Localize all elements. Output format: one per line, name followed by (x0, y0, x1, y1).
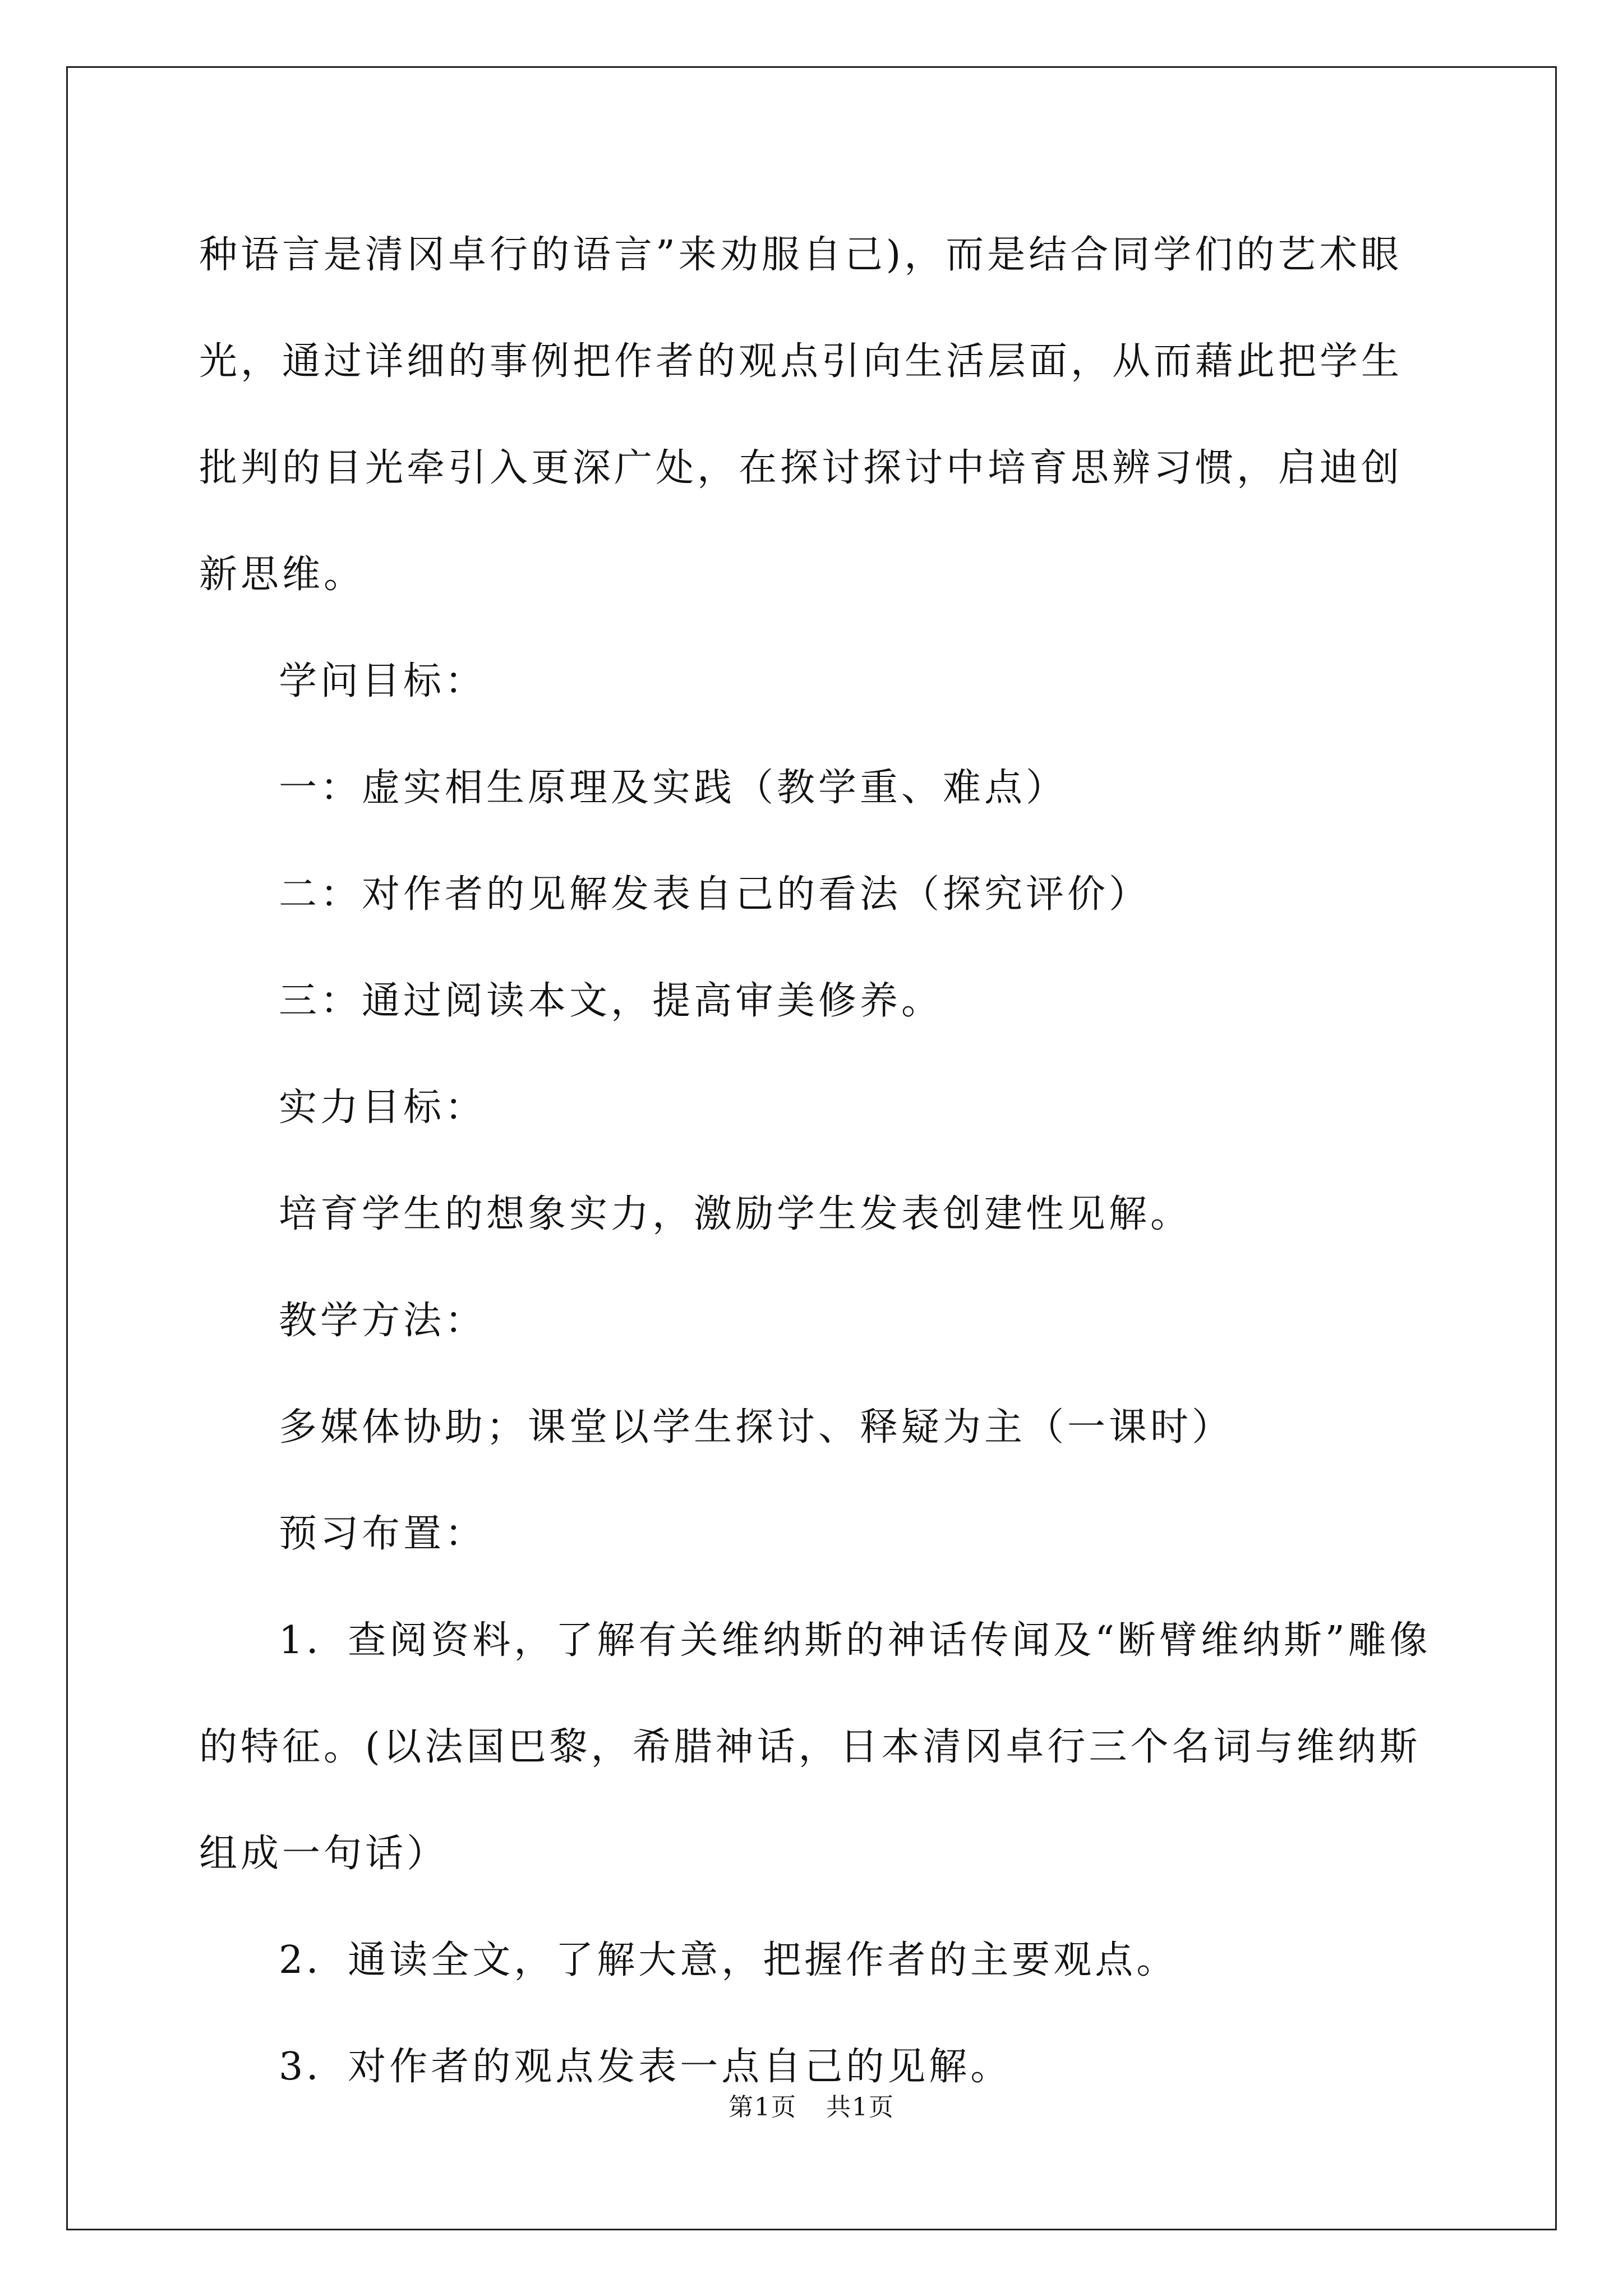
paragraph-11: 1．查阅资料，了解有关维纳斯的神话传闻及“断臂维纳斯”雕像的特征。(以法国巴黎，希腊神话，日本清冈卓行三个名词与维纳斯组成一句话） (199, 1618, 1431, 1876)
paragraph-13: 3．对作者的观点发表一点自己的见解。 (279, 2045, 1012, 2089)
paragraph-3: 一：虚实相生原理及实践（教学重、难点） (279, 766, 1068, 810)
paragraph-4: 二：对作者的见解发表自己的看法（探究评价） (279, 872, 1151, 917)
paragraph-1: 种语言是清冈卓行的语言”来劝服自己)，而是结合同学们的艺术眼光，通过详细的事例把作者的观点引向生活层面，从而藉此把学生批判的目光牵引入更深广处，在探讨探讨中培育思辨习惯，启迪创新思维。 (199, 233, 1403, 597)
page-total: 共1页 (826, 2093, 895, 2122)
paragraph-12: 2．通读全文，了解大意，把握作者的主要观点。 (279, 1938, 1178, 1982)
paragraph-9: 多媒体协助；课堂以学生探讨、释疑为主（一课时） (279, 1405, 1234, 1450)
paragraph-7: 培育学生的想象实力，激励学生发表创建性见解。 (279, 1192, 1192, 1236)
page-footer (0, 2087, 1623, 2123)
document-body (199, 202, 1433, 2120)
page-number: 第1页 (728, 2093, 797, 2122)
paragraph-5: 三：通过阅读本文，提高审美修养。 (279, 979, 943, 1023)
paragraph-6: 实力目标： (279, 1085, 487, 1130)
paragraph-2: 学问目标： (279, 659, 487, 703)
paragraph-10: 预习布置： (279, 1512, 487, 1556)
paragraph-8: 教学方法： (279, 1299, 487, 1343)
